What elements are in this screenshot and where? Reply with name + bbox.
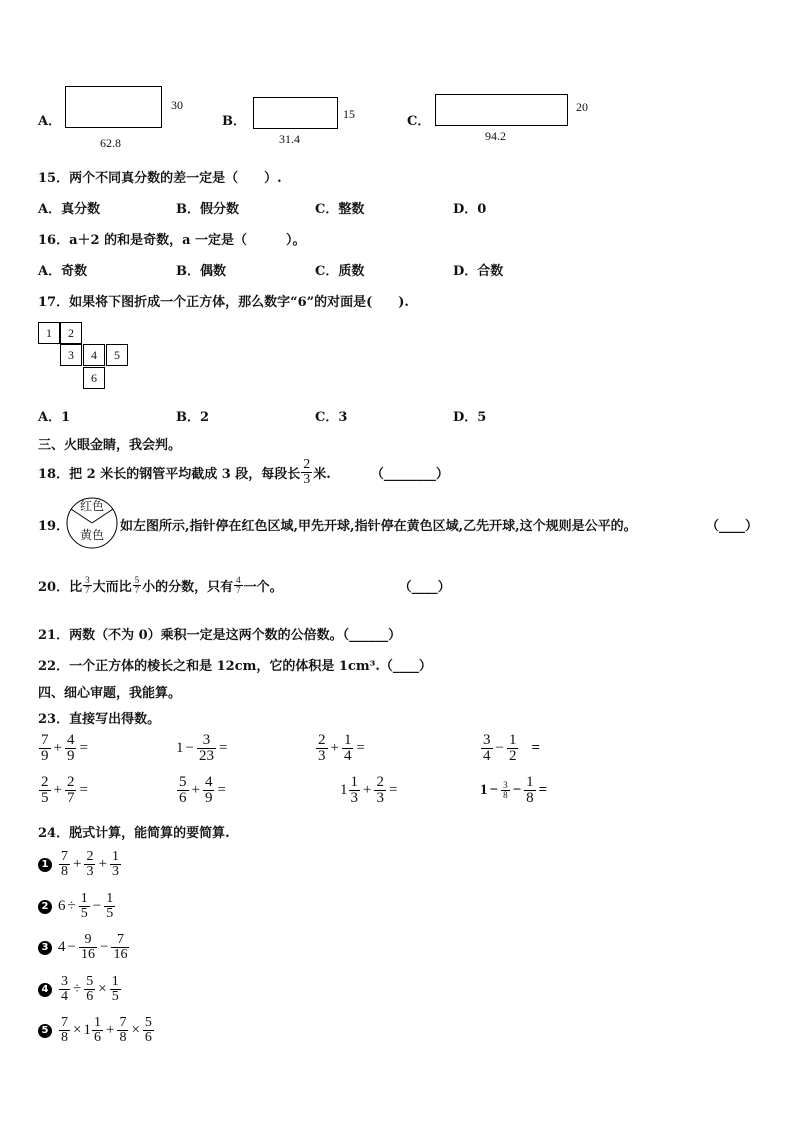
calc-c2: 2 6 ÷ $\frac{1}{5}$ − $\frac{1}{5}$ xyxy=(38,892,116,921)
fraction: $\frac{5}{6}$ xyxy=(179,774,187,806)
q20-text: 小的分数，只有 xyxy=(142,579,234,595)
q24-stem: 24．脱式计算，能简算的要简算. xyxy=(38,826,230,841)
option-a-label: A． xyxy=(38,114,62,129)
net-cell: 5 xyxy=(106,344,128,366)
red-region-label: 红色 xyxy=(80,499,105,513)
calc-c4: 4 $\frac{3}{4}$ ÷ $\frac{5}{6}$ × $\frac{1}{5}$ xyxy=(38,975,122,1004)
fraction: $\frac{1}{3}$ xyxy=(350,774,358,806)
fraction: $\frac{1}{6}$ xyxy=(93,1015,101,1045)
item-number-icon: 4 xyxy=(38,983,52,997)
item-number-icon: 1 xyxy=(38,858,52,872)
q20-answer-blank[interactable]: （____） xyxy=(398,579,451,595)
fraction: $\frac{2}{5}$ xyxy=(41,774,49,806)
fraction: $\frac{2}{3}$ xyxy=(303,456,311,487)
option-b-label: B． xyxy=(222,114,246,129)
fraction: $\frac{4}{9}$ xyxy=(204,774,213,806)
q17-option-a: A．1 xyxy=(38,410,71,425)
fraction: $\frac{1}{3}$ xyxy=(111,849,119,879)
q18-text-end: 米. xyxy=(313,466,331,482)
item-number-icon: 3 xyxy=(38,941,52,955)
q17-option-c: C．3 xyxy=(315,410,348,425)
fraction: $\frac{2}{3}$ xyxy=(86,849,94,879)
net-cell: 2 xyxy=(60,322,82,344)
fraction: $\frac{1}{8}$ xyxy=(526,774,534,806)
calc-b1: $\frac{2}{5}$ + $\frac{2}{7}$ = xyxy=(41,774,88,806)
q22-text: 22．一个正方体的棱长之和是 12cm，它的体积是 1cm³.（____） xyxy=(38,659,432,674)
fraction: $\frac{3}{23}$ xyxy=(198,732,214,764)
q21-text: 21．两数（不为 0）乘积一定是这两个数的公倍数。（______） xyxy=(38,628,402,643)
fraction: $\frac{1}{5}$ xyxy=(80,891,88,921)
q16-option-a: A．奇数 xyxy=(38,264,88,279)
rectangle-b-side: 15 xyxy=(343,107,355,121)
net-cell: 4 xyxy=(83,344,105,366)
q20 xyxy=(38,572,451,598)
fraction: $\frac{3}{8}$ xyxy=(503,780,508,800)
rectangle-a xyxy=(65,86,162,128)
item-number-icon: 5 xyxy=(38,1024,52,1038)
q18-answer-blank[interactable]: （________） xyxy=(370,466,449,482)
calc-a3: $\frac{2}{3}$ + $\frac{1}{4}$ = xyxy=(318,732,365,764)
fraction: $\frac{4}{7}$ xyxy=(236,574,241,595)
q17-option-b: B．2 xyxy=(176,410,210,425)
fraction: $\frac{5}{7}$ xyxy=(134,574,140,595)
item-number-icon: 2 xyxy=(38,900,52,914)
calc-a1: $\frac{7}{9}$ + $\frac{4}{9}$ = xyxy=(41,732,88,764)
calc-a2: 1 − $\frac{3}{23}$ = xyxy=(176,732,228,764)
rectangle-b xyxy=(253,97,338,129)
calc-b2: $\frac{5}{6}$ + $\frac{4}{9}$ = xyxy=(179,774,226,806)
fraction: $\frac{3}{4}$ xyxy=(483,732,491,764)
q19-answer-blank[interactable]: （____） xyxy=(706,519,759,534)
fraction: $\frac{7}{8}$ xyxy=(119,1015,127,1045)
section-3-heading: 三、火眼金睛，我会判。 xyxy=(38,438,182,453)
q15-stem: 15．两个不同真分数的差一定是（ ）. xyxy=(38,171,282,186)
q19-text: 如左图所示,指针停在红色区域,甲先开球,指针停在黄色区域,乙先开球,这个规则是公平的。 xyxy=(120,519,637,534)
yellow-region-label: 黄色 xyxy=(80,528,105,542)
q15-option-a: A．真分数 xyxy=(38,202,101,217)
q15-option-d: D．0 xyxy=(453,202,487,217)
rectangle-a-side: 30 xyxy=(171,98,183,112)
q17-option-d: D．5 xyxy=(453,410,487,425)
rectangle-c xyxy=(435,94,568,126)
q15-option-c: C．整数 xyxy=(315,202,365,217)
calc-a4: $\frac{3}{4}$ − $\frac{1}{2}$ = xyxy=(483,732,541,764)
q18-text: 18．把 2 米长的钢管平均截成 3 段，每段长 xyxy=(38,466,301,482)
fraction: $\frac{7}{16}$ xyxy=(113,932,128,962)
fraction: $\frac{1}{5}$ xyxy=(111,974,119,1004)
calc-c5: 5 $\frac{7}{8}$ × 1 $\frac{1}{6}$ + $\frac{7}{8}$ × $\frac{5}{6}$ xyxy=(38,1016,155,1045)
net-cell: 1 xyxy=(38,322,60,344)
q16-option-c: C．质数 xyxy=(315,264,365,279)
fraction: $\frac{2}{3}$ xyxy=(318,732,326,764)
rectangle-a-bottom: 62.8 xyxy=(100,136,121,150)
q20-text: 20．比 xyxy=(38,579,83,595)
q19-number: 19． xyxy=(38,519,70,534)
fraction: $\frac{3}{4}$ xyxy=(61,974,68,1004)
rectangle-b-bottom: 31.4 xyxy=(279,132,300,146)
calc-b4: 1 − $\frac{3}{8}$ − $\frac{1}{8}$ = xyxy=(480,774,548,806)
fraction: $\frac{2}{3}$ xyxy=(376,774,384,806)
q23-stem: 23．直接写出得数。 xyxy=(38,712,161,727)
calc-b3: 1 $\frac{1}{3}$ + $\frac{2}{3}$ = xyxy=(340,774,398,806)
fraction: $\frac{7}{8}$ xyxy=(61,1015,68,1045)
q16-stem: 16．a＋2 的和是奇数，a 一定是（ ）。 xyxy=(38,233,306,248)
q20-text: 一个。 xyxy=(243,579,283,595)
fraction: $\frac{3}{7}$ xyxy=(85,574,90,595)
q18 xyxy=(38,458,449,486)
section-4-heading: 四、细心审题，我能算。 xyxy=(38,686,182,701)
calc-c3: 3 4 − $\frac{9}{16}$ − $\frac{7}{16}$ xyxy=(38,933,130,962)
q20-text: 大而比 xyxy=(92,579,132,595)
fraction: $\frac{7}{9}$ xyxy=(41,732,49,764)
net-cell: 3 xyxy=(60,344,82,366)
q16-option-b: B．偶数 xyxy=(176,264,226,279)
fraction: $\frac{9}{16}$ xyxy=(80,932,95,962)
q15-option-b: B．假分数 xyxy=(176,202,239,217)
net-cell: 6 xyxy=(83,367,105,389)
rectangle-c-bottom: 94.2 xyxy=(485,129,506,143)
fraction: $\frac{1}{5}$ xyxy=(106,891,114,921)
fraction: $\frac{4}{9}$ xyxy=(66,732,75,764)
q17-stem: 17．如果将下图折成一个正方体，那么数字“6”的对面是( ). xyxy=(38,295,409,310)
rectangle-c-side: 20 xyxy=(576,100,588,114)
fraction: $\frac{5}{6}$ xyxy=(86,974,94,1004)
fraction: $\frac{2}{7}$ xyxy=(66,774,75,806)
q16-option-d: D．合数 xyxy=(453,264,504,279)
option-c-label: C． xyxy=(407,114,431,129)
fraction: $\frac{5}{6}$ xyxy=(144,1015,152,1045)
fraction: $\frac{1}{2}$ xyxy=(508,732,517,764)
fraction: $\frac{1}{4}$ xyxy=(343,732,352,764)
calc-c1: 1 $\frac{7}{8}$ + $\frac{2}{3}$ + $\frac{1}{3}$ xyxy=(38,850,122,879)
fraction: $\frac{7}{8}$ xyxy=(61,849,68,879)
